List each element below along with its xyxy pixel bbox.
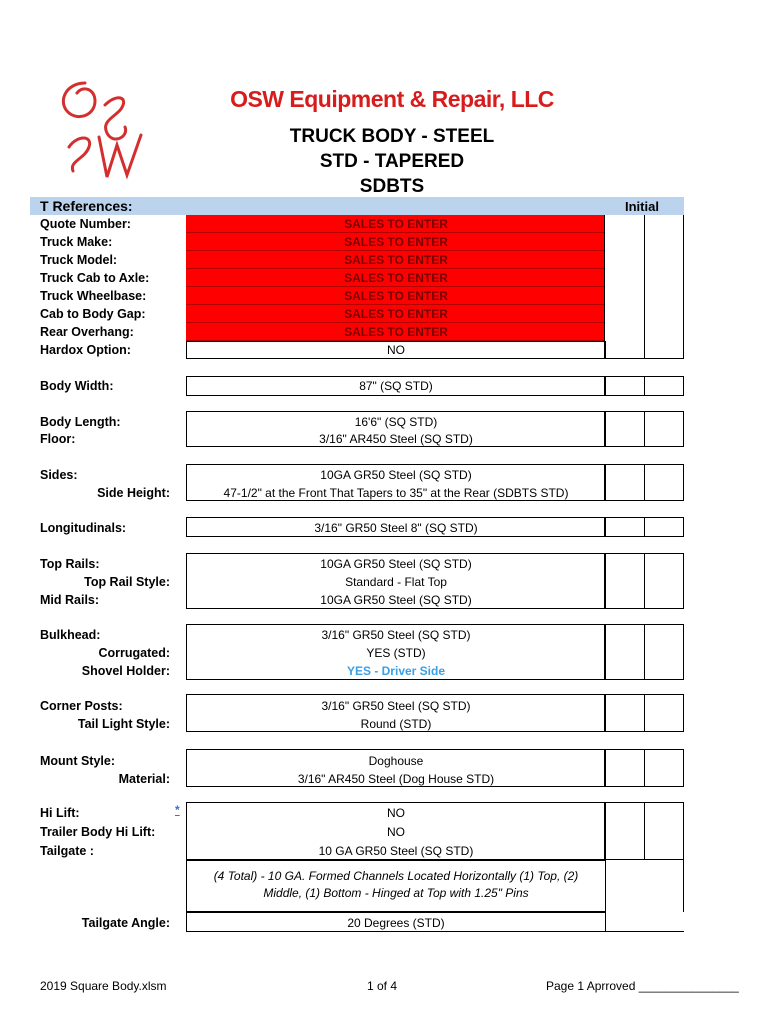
initial-box[interactable]: [604, 464, 684, 501]
side-height-value: 47-1/2" at the Front That Tapers to 35" at the Rear (SDBTS STD): [223, 486, 569, 500]
floor-label: Floor:: [40, 432, 76, 446]
right-border-line: [683, 860, 684, 912]
tailgate-note-line-1: (4 Total) - 10 GA. Formed Channels Located Horizontally (1) Top, (2): [213, 869, 579, 883]
body-length-value: 16'6" (SQ STD): [354, 415, 438, 429]
tail-light-value: Round (STD): [360, 717, 432, 731]
initial-box[interactable]: [604, 694, 684, 732]
initial-grid-line: [644, 215, 645, 359]
tailgate-note-line-2: Middle, (1) Bottom - Hinged at Top with 1.25" Pins: [263, 886, 529, 900]
floor-value: 3/16" AR450 Steel (SQ STD): [319, 432, 473, 446]
sides-label: Sides:: [40, 468, 78, 482]
sides-value: 10GA GR50 Steel (SQ STD): [320, 468, 472, 482]
shovel-holder-label: Shovel Holder:: [81, 664, 170, 678]
quote-number-label: Quote Number:: [40, 217, 131, 231]
material-value: 3/16" AR450 Steel (Dog House STD): [297, 772, 495, 786]
mid-rails-value: 10GA GR50 Steel (SQ STD): [320, 593, 472, 607]
rear-overhang-value: SALES TO ENTER: [344, 325, 448, 339]
longitudinals-value: 3/16" GR50 Steel 8" (SQ STD): [314, 521, 478, 535]
hardox-label: Hardox Option:: [40, 343, 131, 357]
trailer-hi-lift-label: Trailer Body Hi Lift:: [40, 825, 156, 839]
bulkhead-value: 3/16" GR50 Steel (SQ STD): [321, 628, 471, 642]
mount-style-value: Doghouse: [368, 754, 424, 768]
initial-box[interactable]: [604, 517, 684, 537]
mount-style-label: Mount Style:: [40, 754, 115, 768]
corrugated-label: Corrugated:: [98, 646, 170, 660]
material-label: Material:: [118, 772, 170, 786]
truck-make-label: Truck Make:: [40, 235, 113, 249]
top-rails-value: 10GA GR50 Steel (SQ STD): [320, 557, 472, 571]
corner-posts-label: Corner Posts:: [40, 699, 123, 713]
body-length-label: Body Length:: [40, 415, 121, 429]
doc-title-line-1: TRUCK BODY - STEEL: [289, 126, 495, 147]
corner-posts-value: 3/16" GR50 Steel (SQ STD): [321, 699, 471, 713]
cab-to-axle-value: SALES TO ENTER: [344, 271, 448, 285]
cab-to-axle-label: Truck Cab to Axle:: [40, 271, 150, 285]
bulkhead-label: Bulkhead:: [40, 628, 101, 642]
initial-grid-line: [683, 215, 684, 359]
doc-title-line-2: STD - TAPERED: [319, 151, 465, 172]
truck-make-value: SALES TO ENTER: [344, 235, 448, 249]
tailgate-label: Tailgate :: [40, 844, 94, 858]
initial-box[interactable]: [604, 553, 684, 609]
corrugated-value: YES (STD): [366, 646, 426, 660]
hi-lift-label: Hi Lift:: [40, 806, 80, 820]
wheelbase-value: SALES TO ENTER: [344, 289, 448, 303]
top-rails-label: Top Rails:: [40, 557, 100, 571]
body-width-label: Body Width:: [40, 379, 114, 393]
side-height-label: Side Height:: [97, 486, 170, 500]
doc-title-line-3: SDBTS: [359, 176, 425, 197]
wheelbase-label: Truck Wheelbase:: [40, 289, 147, 303]
footer-page-number: 1 of 4: [367, 979, 398, 993]
tailgate-angle-label: Tailgate Angle:: [81, 916, 170, 930]
trailer-hi-lift-value: NO: [387, 825, 405, 839]
references-label: T References:: [40, 198, 133, 214]
top-rail-style-label: Top Rail Style:: [84, 575, 170, 589]
initial-box[interactable]: [604, 411, 684, 447]
tail-light-label: Tail Light Style:: [77, 717, 170, 731]
cab-gap-value: SALES TO ENTER: [344, 307, 448, 321]
truck-model-label: Truck Model:: [40, 253, 118, 267]
hi-lift-note-link[interactable]: *: [175, 803, 180, 817]
initial-box[interactable]: [604, 624, 684, 680]
tailgate-note: [186, 868, 606, 902]
longitudinals-label: Longitudinals:: [40, 521, 127, 535]
hardox-value: NO: [387, 343, 405, 357]
osw-logo: [55, 75, 150, 190]
initial-box[interactable]: [604, 802, 684, 860]
rear-overhang-label: Rear Overhang:: [40, 325, 134, 339]
footer-filename: 2019 Square Body.xlsm: [40, 979, 167, 993]
initial-box[interactable]: [604, 749, 684, 787]
shovel-holder-value: YES - Driver Side: [346, 664, 446, 678]
company-name: OSW Equipment & Repair, LLC: [230, 86, 554, 112]
body-width-value: 87" (SQ STD): [359, 379, 433, 393]
footer-approval: Page 1 Aprroved _______________: [546, 979, 739, 993]
cab-gap-label: Cab to Body Gap:: [40, 307, 146, 321]
truck-model-value: SALES TO ENTER: [344, 253, 448, 267]
initial-box[interactable]: [604, 376, 684, 396]
tailgate-angle-value: 20 Degrees (STD): [347, 916, 445, 930]
tailgate-value: 10 GA GR50 Steel (SQ STD): [318, 844, 474, 858]
bottom-border-line: [604, 931, 684, 932]
initial-grid-line: [604, 358, 684, 359]
hi-lift-value: NO: [387, 806, 405, 820]
initial-label: Initial: [625, 199, 659, 214]
quote-number-value: SALES TO ENTER: [344, 217, 448, 231]
mid-rails-label: Mid Rails:: [40, 593, 100, 607]
top-rail-style-value: Standard - Flat Top: [345, 575, 447, 589]
